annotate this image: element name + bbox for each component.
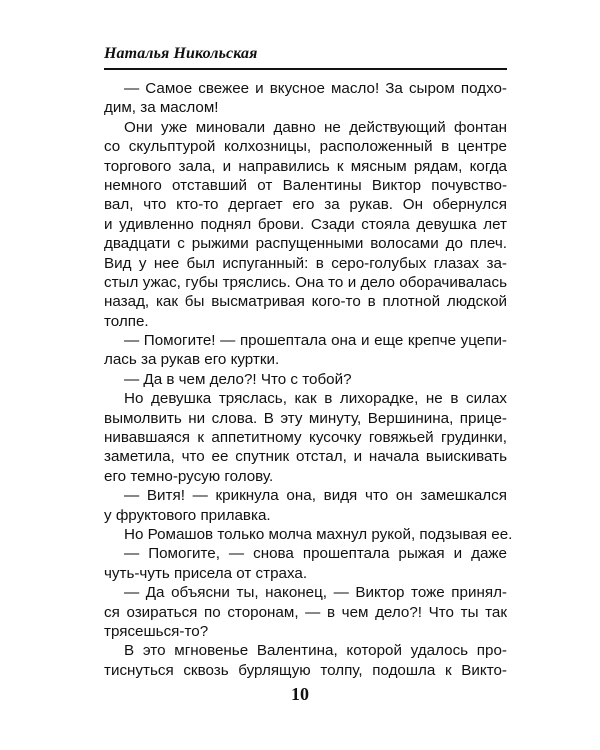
text-line: заметила, что ее спутник отстал, и начала выискивать	[104, 448, 507, 466]
text-line: — Витя! — крикнула она, видя что он замешкался	[124, 487, 507, 505]
text-line: Они уже миновали давно не действующий фонтан	[124, 118, 507, 136]
text-line: двадцати с рыжими распущенными волосами до плеч.	[104, 235, 507, 253]
book-text	[104, 79, 513, 680]
text-line: немного отставший от Валентины Виктор почувство-	[104, 176, 507, 194]
text-line: со скульптурой колхозницы, расположенный в центре	[104, 138, 507, 156]
text-line: чуть-чуть присела от страха.	[104, 564, 308, 582]
text-line: Вид у нее был испуганный: в серо-голубых глазах за-	[104, 254, 507, 272]
text-line: Но девушка тряслась, как в лихорадке, не в силах	[124, 390, 507, 408]
text-line: — Помогите, — снова прошептала рыжая и даже	[124, 545, 507, 563]
text-line: — Самое свежее и вкусное масло! За сыром подхо-	[124, 80, 507, 97]
text-line: ся озираться по сторонам, — в чем дело?! Что ты так	[104, 603, 507, 621]
text-line: лась за рукав его куртки.	[104, 351, 280, 369]
text-line: — Да в чем дело?! Что с тобой?	[124, 370, 352, 388]
text-line: В это мгновенье Валентина, которой удалось про-	[124, 642, 507, 660]
text-line: назад, как бы высматривая кого-то в плотной людской	[104, 293, 507, 311]
text-line: — Да объясни ты, наконец, — Виктор тоже принял-	[124, 584, 507, 602]
text-line: дим, за маслом!	[104, 99, 219, 117]
text-line: Но Ромашов только молча махнул рукой, подзывая ее.	[124, 525, 513, 543]
text-line: тиснуться сквозь бурлящую толпу, подошла к Викто-	[104, 661, 507, 679]
text-line: толпе.	[104, 312, 149, 330]
text-line: — Помогите! — прошептала она и еще крепче уцепи-	[124, 332, 507, 350]
text-line: трясешься-то?	[104, 622, 209, 640]
text-line: нивавшаяся к аппетитному кусочку говяжьей грудинки,	[104, 429, 507, 447]
author-name: Наталья Никольская	[104, 45, 258, 62]
text-line: вал, что кто-то дергает его за рукав. Он обернулся	[104, 196, 507, 214]
text-line: торгового зала, и направились к мясным рядам, когда	[104, 157, 507, 175]
text-line: и удивленно поднял брови. Сзади стояла девушка лет	[104, 215, 507, 233]
text-line: у фруктового прилавка.	[104, 506, 271, 524]
text-line: стыл ужас, губы тряслись. Она то и дело оборачивалась	[104, 273, 507, 291]
page-number: 10	[291, 684, 309, 704]
text-line: вымолвить ни слова. В эту минуту, Вершинина, прице-	[104, 409, 507, 427]
text-line: его темно-русую голову.	[104, 467, 274, 485]
running-header	[104, 40, 507, 70]
